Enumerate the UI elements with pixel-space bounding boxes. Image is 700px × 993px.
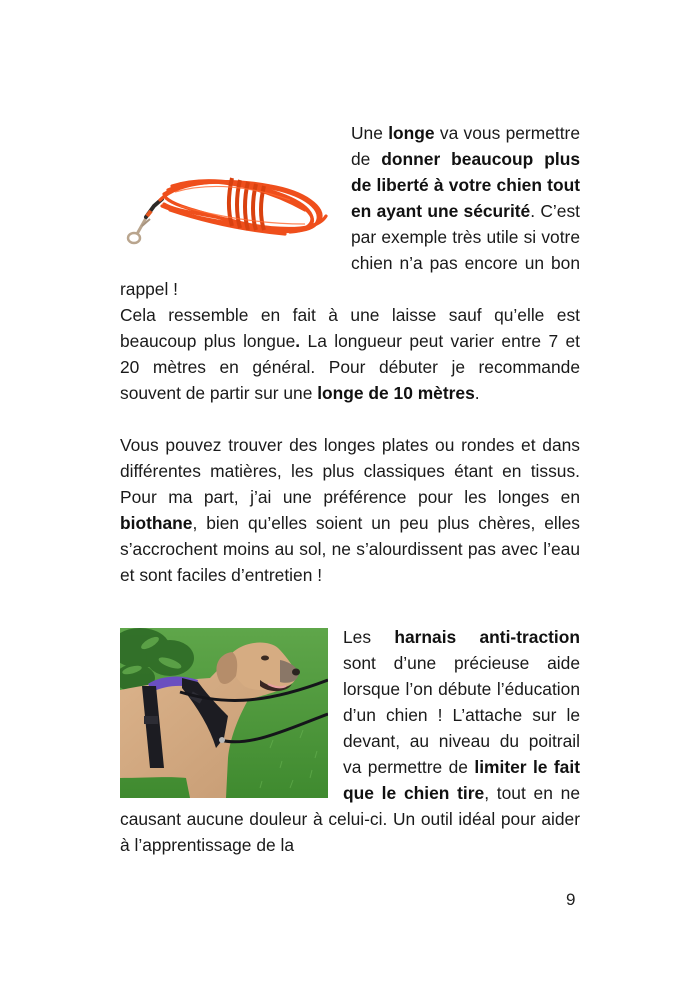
bold-longe-10m: longe de 10 mètres <box>317 383 475 403</box>
section-longe <box>120 120 580 406</box>
bold-limiter: limiter le fait que le chien tire <box>343 757 580 803</box>
snap-hook-icon <box>128 218 150 243</box>
document-page <box>120 120 580 858</box>
paragraph-spacer <box>120 406 580 432</box>
paragraph-spacer <box>120 588 580 624</box>
leash-image <box>120 120 336 276</box>
bold-longe: longe <box>388 123 435 143</box>
paragraph-harnais: Les harnais anti-traction sont d’une précieuse aide lorsque l’on débute l’éducation d’un chien ! L’attache sur le devant, au niveau du poitrail va permettre de limiter le fait que le chien tire, tout en ne causant aucune douleur à celui-ci. Un outil idéal pour aider à l’apprentissage de la <box>120 627 580 855</box>
bold-liberte: donner beaucoup plus de liberté à votre chien tout en ayant une sécurité <box>351 149 580 221</box>
dog-harness-image <box>120 628 328 798</box>
paragraph-longe-intro: Une longe va vous permettre de donner beaucoup plus de liberté à votre chien tout en ayant une sécurité. C’est par exemple très utile si votre chien n’a pas encore un bon rappel ! <box>120 123 580 299</box>
dog-harness-photo-icon <box>120 628 328 798</box>
bold-harnais: harnais anti-traction <box>394 627 580 647</box>
bold-biothane: biothane <box>120 513 193 533</box>
page-number: 9 <box>566 890 576 909</box>
paragraph-longe-length: Cela ressemble en fait à une laisse sauf qu’elle est beaucoup plus longue. La longueur peut varier entre 7 et 20 mètres en général. Pour débuter je recommande souvent de partir sur une longe de 10 mètres. <box>120 305 581 403</box>
paragraph-materials: Vous pouvez trouver des longes plates ou rondes et dans différentes matières, les plus classiques étant en tissus. Pour ma part, j’ai une préférence pour les longes en biothane, bien qu’elles soient un peu plus chères, elles s’accrochent moins au sol, ne s’alourdissent pas avec l’eau et sont faciles d’entretien ! <box>120 435 580 585</box>
section-harnais <box>120 624 580 858</box>
leash-photo-icon <box>120 120 336 276</box>
